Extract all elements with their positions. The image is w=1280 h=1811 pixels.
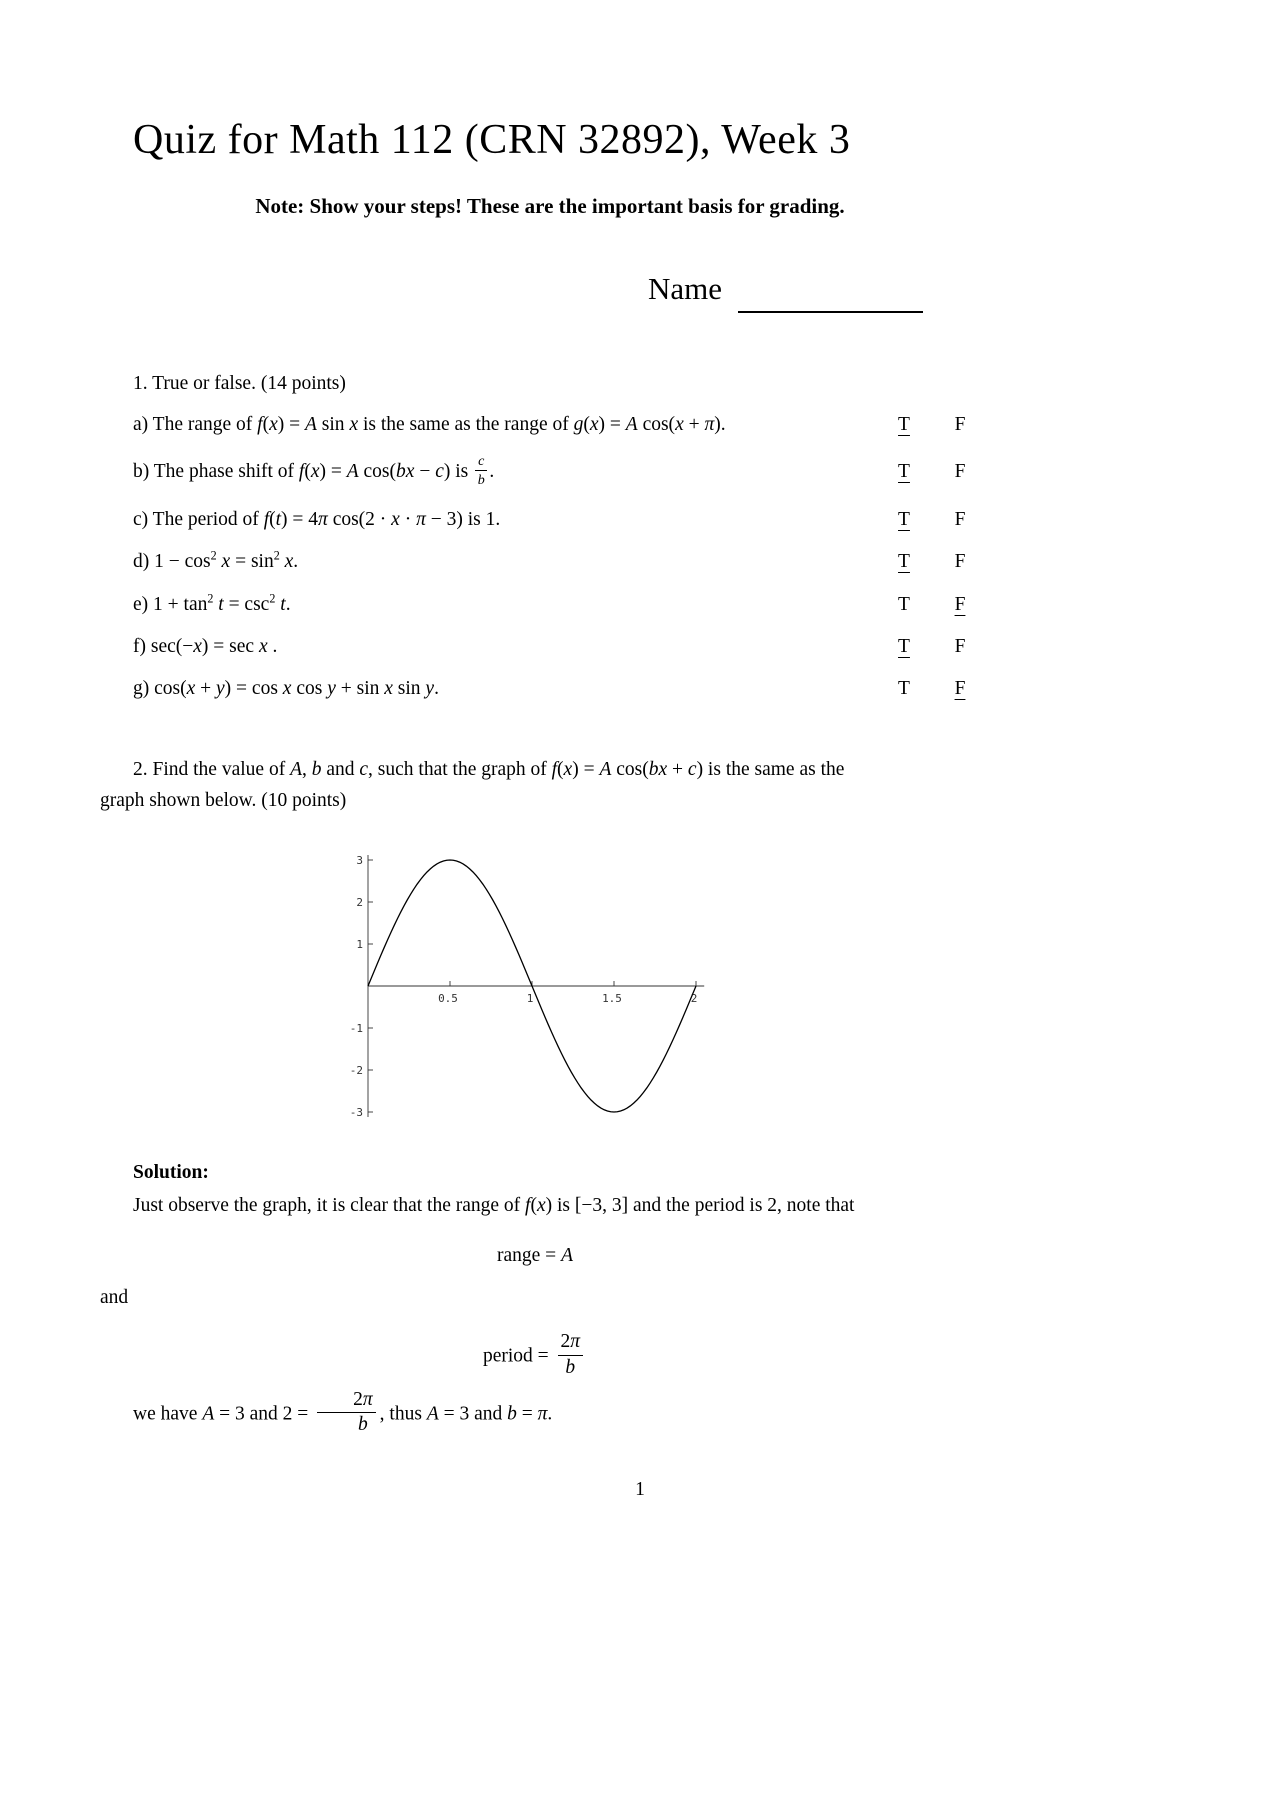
tf-statement: g) cos(x + y) = cos x cos y + sin x sin y.	[133, 678, 439, 700]
tf-statement: b) The phase shift of f(x) = A cos(bx − c) is $\frac{c}{b}$ .	[133, 452, 495, 488]
true-option: T	[898, 460, 910, 482]
page-title: Quiz for Math 112 (CRN 32892), Week 3	[133, 117, 851, 163]
question2-text: 2. Find the value of A, b and c, such that the graph of f(x) = A cos(bx + c) is the same as the graph shown below. (10 points)	[100, 758, 845, 811]
solution-conclusion: we have A = 3 and 2 = $\frac{2\pi}{b}$ , thus A = 3 and b = π.	[133, 1389, 553, 1436]
name-blank-line	[738, 275, 923, 313]
name-label: Name	[648, 271, 723, 307]
svg-text:-3: -3	[349, 1106, 363, 1120]
question1-heading: 1. True or false. (14 points)	[133, 373, 346, 395]
tf-statement: f) sec(−x) = sec x .	[133, 635, 278, 657]
false-option: F	[954, 460, 966, 482]
false-option: F	[954, 551, 966, 573]
true-option: T	[898, 635, 910, 657]
tf-statement: e) $1 + \tan^2 t = \csc^2 t$.	[133, 591, 291, 615]
svg-text:1.5: 1.5	[602, 992, 622, 1006]
svg-text:2: 2	[356, 896, 363, 910]
svg-text:-1: -1	[349, 1022, 363, 1036]
svg-text:-2: -2	[349, 1064, 363, 1078]
svg-text:0.5: 0.5	[438, 992, 458, 1006]
false-option: F	[954, 593, 966, 615]
tf-item-c	[133, 507, 988, 532]
tf-item-f	[133, 634, 988, 659]
true-option: T	[898, 678, 910, 700]
grading-note: Note: Show your steps! These are the important basis for grading.	[255, 194, 845, 219]
tf-item-d	[133, 549, 988, 574]
svg-text:3: 3	[356, 854, 363, 868]
cosine-graph-figure	[330, 850, 730, 1132]
svg-text:1: 1	[356, 938, 363, 952]
false-option: F	[954, 635, 966, 657]
connector-word: and	[100, 1287, 129, 1309]
tf-item-b	[133, 452, 988, 490]
false-option: F	[954, 508, 966, 530]
true-option: T	[898, 551, 910, 573]
solution-intro: Just observe the graph, it is clear that the range of f(x) is [−3, 3] and the period is 2, note that	[133, 1195, 855, 1217]
true-option: T	[898, 414, 910, 436]
tf-statement: c) The period of f(t) = 4π cos(2 · x · π − 3) is 1.	[133, 508, 501, 530]
page-number: 1	[635, 1478, 645, 1500]
tf-item-g	[133, 676, 988, 701]
tf-item-e	[133, 592, 988, 617]
svg-text:2: 2	[690, 992, 698, 1006]
true-option: T	[898, 508, 910, 530]
true-option: T	[898, 593, 910, 615]
false-option: F	[954, 414, 966, 436]
true-false-list	[100, 412, 1180, 701]
equation-range: range = A	[497, 1245, 573, 1267]
tf-item-a	[133, 412, 988, 437]
tf-statement: d) $1 - \cos^2 x = \sin^2 x$.	[133, 548, 299, 573]
solution-heading: Solution:	[133, 1162, 209, 1184]
svg-text:1: 1	[526, 992, 534, 1006]
name-row	[648, 271, 1180, 309]
false-option: F	[954, 678, 966, 700]
equation-period: period = $\frac{2\pi}{b}$	[100, 1333, 970, 1381]
function-graph	[330, 850, 730, 1132]
tf-statement: a) The range of f(x) = A sin x is the same as the range of g(x) = A cos(x + π).	[133, 414, 726, 436]
